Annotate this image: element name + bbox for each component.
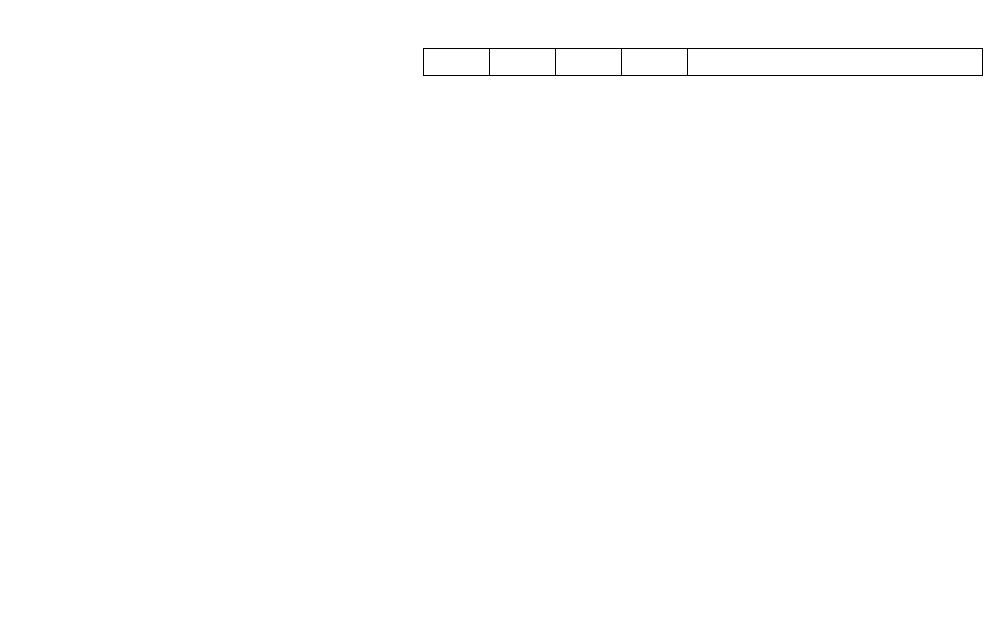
legend-swatch-credit [138, 469, 147, 478]
legend-swatch-reduction [138, 451, 147, 460]
legend-item-credit [138, 469, 151, 478]
legend-item-reduction [138, 451, 151, 460]
